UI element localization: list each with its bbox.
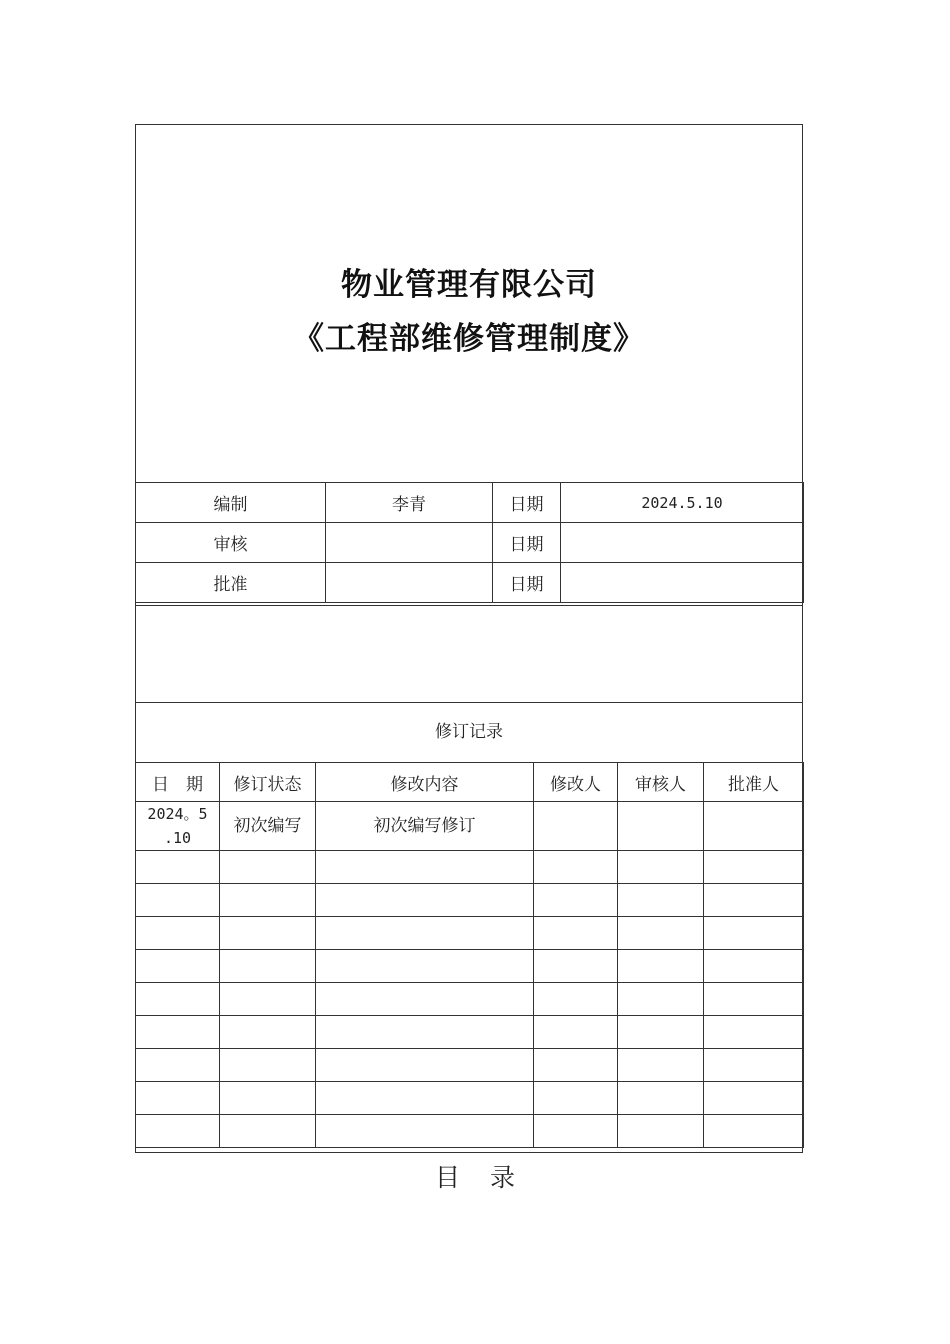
empty-cell [534, 917, 618, 950]
empty-cell [316, 884, 534, 917]
table-row [136, 1016, 804, 1049]
empty-cell [704, 1049, 804, 1082]
approval-date [561, 523, 804, 563]
revision-header-row [136, 763, 804, 802]
empty-cell [136, 983, 220, 1016]
empty-cell [534, 1115, 618, 1148]
table-row [136, 1049, 804, 1082]
empty-cell [136, 1016, 220, 1049]
revision-table [135, 762, 804, 1148]
empty-cell [220, 1016, 316, 1049]
empty-cell [316, 983, 534, 1016]
empty-cell [618, 1115, 704, 1148]
cover-title-area [136, 125, 802, 482]
table-row [136, 1082, 804, 1115]
header-approver: 批准人 [704, 763, 804, 802]
blank-section [136, 605, 802, 703]
empty-cell [534, 1082, 618, 1115]
empty-cell [220, 983, 316, 1016]
empty-cell [618, 884, 704, 917]
empty-cell [136, 884, 220, 917]
approval-date-label: 日期 [493, 483, 561, 523]
approval-name [326, 523, 493, 563]
empty-cell [220, 1115, 316, 1148]
approval-table [135, 482, 804, 603]
table-row [136, 983, 804, 1016]
empty-cell [136, 1049, 220, 1082]
empty-cell [618, 1082, 704, 1115]
empty-cell [316, 1016, 534, 1049]
table-row [136, 802, 804, 851]
revision-reviewer [618, 802, 704, 851]
empty-cell [220, 1049, 316, 1082]
empty-cell [136, 917, 220, 950]
approval-role: 批准 [136, 563, 326, 603]
document-frame [135, 124, 803, 1153]
revision-date-line2: .10 [163, 829, 192, 847]
empty-cell [618, 983, 704, 1016]
approval-date-label: 日期 [493, 563, 561, 603]
empty-cell [316, 1115, 534, 1148]
empty-cell [534, 851, 618, 884]
approval-date-label: 日期 [493, 523, 561, 563]
company-name: 物业管理有限公司 [341, 267, 597, 303]
approval-name: 李青 [326, 483, 493, 523]
table-row [136, 884, 804, 917]
approval-row-approved [136, 563, 804, 603]
empty-cell [704, 1115, 804, 1148]
empty-cell [136, 1082, 220, 1115]
empty-cell [316, 1082, 534, 1115]
empty-cell [618, 851, 704, 884]
revision-approver [704, 802, 804, 851]
empty-cell [534, 1016, 618, 1049]
revision-date [136, 802, 220, 851]
header-modifier: 修改人 [534, 763, 618, 802]
empty-cell [220, 950, 316, 983]
empty-cell [704, 950, 804, 983]
empty-cell [704, 1016, 804, 1049]
empty-cell [316, 950, 534, 983]
empty-cell [220, 1082, 316, 1115]
header-reviewer: 审核人 [618, 763, 704, 802]
document-title: 《工程部维修管理制度》 [293, 321, 645, 357]
empty-cell [704, 983, 804, 1016]
empty-cell [316, 1049, 534, 1082]
empty-cell [534, 950, 618, 983]
revision-record-title: 修订记录 [435, 722, 503, 742]
empty-cell [316, 851, 534, 884]
empty-cell [534, 1049, 618, 1082]
empty-cell [220, 917, 316, 950]
empty-cell [220, 884, 316, 917]
empty-cell [618, 1049, 704, 1082]
empty-cell [534, 983, 618, 1016]
empty-cell [704, 884, 804, 917]
empty-cell [618, 950, 704, 983]
empty-cell [136, 851, 220, 884]
revision-date-line1: 2024。5 [147, 805, 208, 823]
empty-cell [704, 917, 804, 950]
table-row [136, 1115, 804, 1148]
empty-cell [704, 851, 804, 884]
empty-cell [534, 884, 618, 917]
empty-cell [618, 917, 704, 950]
empty-cell [136, 1115, 220, 1148]
toc-heading: 目录 [434, 1163, 545, 1192]
revision-status: 初次编写 [220, 802, 316, 851]
approval-role: 审核 [136, 523, 326, 563]
table-row [136, 917, 804, 950]
header-date: 日 期 [136, 763, 220, 802]
empty-cell [704, 1082, 804, 1115]
table-row [136, 950, 804, 983]
approval-date [561, 563, 804, 603]
approval-row-reviewed [136, 523, 804, 563]
revision-modifier [534, 802, 618, 851]
header-status: 修订状态 [220, 763, 316, 802]
approval-name [326, 563, 493, 603]
approval-row-prepared [136, 483, 804, 523]
empty-cell [136, 950, 220, 983]
empty-cell [220, 851, 316, 884]
header-content: 修改内容 [316, 763, 534, 802]
revision-content: 初次编写修订 [316, 802, 534, 851]
empty-cell [316, 917, 534, 950]
approval-role: 编制 [136, 483, 326, 523]
table-row [136, 851, 804, 884]
approval-date: 2024.5.10 [561, 483, 804, 523]
empty-cell [618, 1016, 704, 1049]
